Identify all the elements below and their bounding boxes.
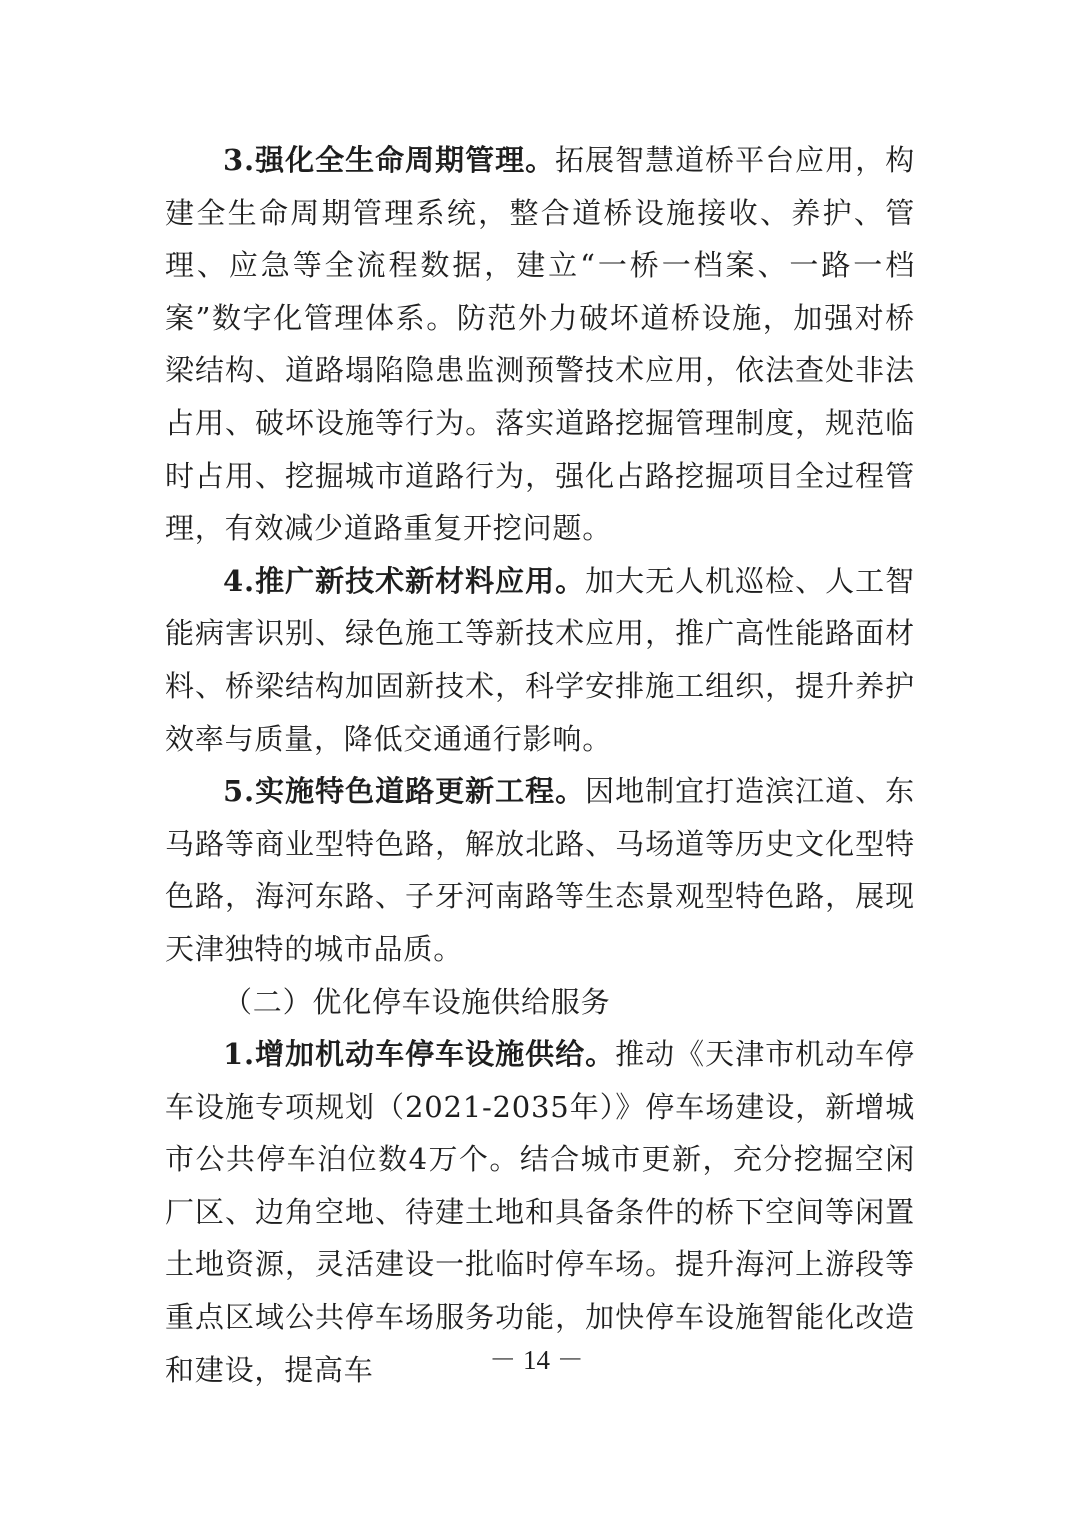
paragraph-lead: 5.实施特色道路更新工程。 (223, 774, 586, 809)
section-heading: （二）优化停车设施供给服务 (223, 984, 611, 1019)
paragraph-new-technology (165, 555, 915, 765)
paragraph-lead: 3.强化全生命周期管理。 (223, 143, 556, 177)
page-number: － 14 － (489, 1345, 584, 1375)
paragraph-featured-roads (165, 765, 915, 975)
paragraph-lead: 4.推广新技术新材料应用。 (223, 563, 586, 598)
paragraph-text: 拓展智慧道桥平台应用，构建全生命周期管理系统，整合道桥设施接收、养护、管理、应急等全流程数据，建立“一桥一档案、一路一档案”数字化管理体系。防范外力破坏道桥设施，加强对桥梁结构、道路塌陷隐患监测预警技术应用，依法查处非法占用、破坏设施等行为。落实道路挖掘管理制度，规范临时占用、挖掘城市道路行为，强化占路挖掘项目全过程管理，有效减少道路重复开挖问题。 (165, 143, 915, 546)
paragraph-lead: 1.增加机动车停车设施供给。 (223, 1037, 616, 1072)
paragraph-text: 推动《天津市机动车停车设施专项规划（2021-2035年）》停车场建设，新增城市公共停车泊位数4万个。结合城市更新，充分挖掘空闲厂区、边角空地、待建土地和具备条件的桥下空间等闲置土地资源，灵活建设一批临时停车场。提升海河上游段等重点区域公共停车场服务功能，加快停车设施智能化改造和建设，提高车 (165, 1037, 915, 1387)
document-body (165, 134, 915, 1396)
paragraph-text: 因地制宜打造滨江道、东马路等商业型特色路，解放北路、马场道等历史文化型特色路，海河东路、子牙河南路等生态景观型特色路，展现天津独特的城市品质。 (165, 774, 915, 966)
paragraph-lifecycle-management (165, 134, 915, 555)
paragraph-text: 加大无人机巡检、人工智能病害识别、绿色施工等新技术应用，推广高性能路面材料、桥梁结构加固新技术，科学安排施工组织，提升养护效率与质量，降低交通通行影响。 (165, 563, 915, 756)
